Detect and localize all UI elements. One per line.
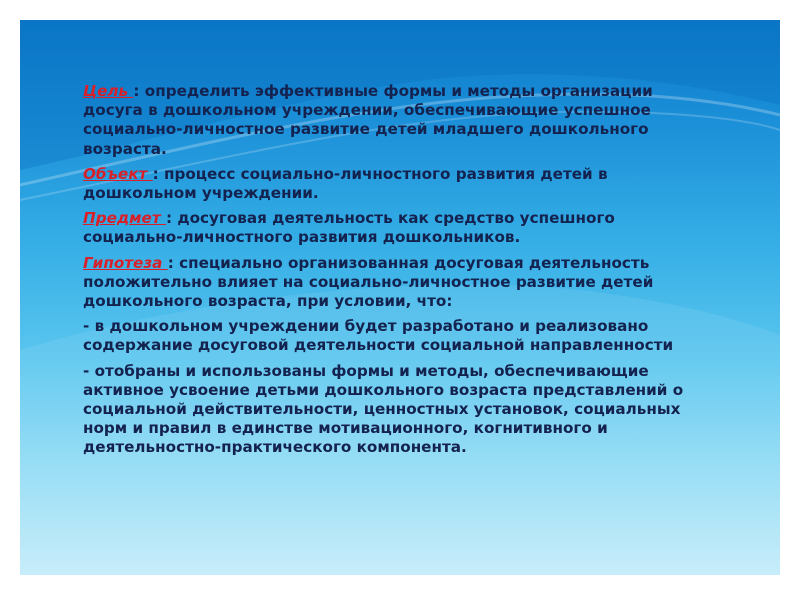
slide-content	[83, 82, 708, 464]
object-paragraph	[83, 165, 708, 203]
slide	[20, 20, 780, 575]
condition-2: - отобраны и использованы формы и методы, обеспечивающие активное усвоение детьми дошкольного возраста представлений о социальной действительности, ценностных установок, социальных норм и правил в единстве мотивационного, когнитивного и деятельностно-практического компонента.	[83, 361, 684, 457]
subject-paragraph	[83, 209, 708, 247]
goal-paragraph	[83, 82, 708, 159]
hypothesis-text: : специально организованная досуговая деятельность положительно влияет на социально-личностное развитие детей дошкольного возраста, при условии, что:	[83, 253, 654, 311]
subject-term: Предмет	[83, 209, 166, 228]
goal-term: Цель	[83, 82, 134, 100]
object-text: : процесс социально-личностного развития детей в дошкольном учреждении.	[83, 164, 608, 203]
hypothesis-paragraph	[83, 254, 708, 312]
goal-text: : определить эффективные формы и методы организации досуга в дошкольном учреждении, обеспечивающие успешное социально-личностное развитие детей младшего дошкольного возраста.	[83, 82, 653, 158]
condition-1: - в дошкольном учреждении будет разработано и реализовано содержание досуговой деятельности социальной направленности	[83, 317, 674, 355]
subject-text: : досуговая деятельность как средство успешного социально-личностного развития дошкольников.	[83, 209, 615, 247]
object-term: Объект	[83, 164, 153, 183]
hypothesis-term: Гипотеза	[83, 253, 168, 272]
